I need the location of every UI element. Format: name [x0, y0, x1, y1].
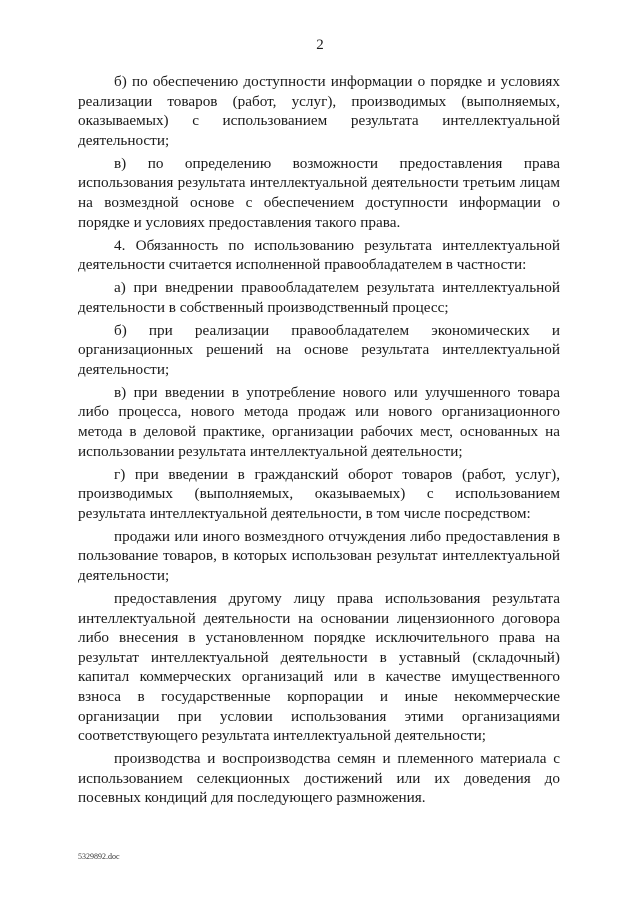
paragraph-sales: продажи или иного возмездного отчуждения либо предоставления в пользование товаров, в которых использован результат интеллектуальной деятельности;	[78, 527, 560, 584]
page-number: 2	[316, 37, 324, 53]
paragraph-seeds: производства и воспроизводства семян и племенного материала с использованием селекционных достижений или их доведения до посевных кондиций для последующего размножения.	[78, 750, 560, 807]
paragraph-1v: в) по определению возможности предоставления права использования результата интеллектуальной деятельности третьим лицам на возмездной основе с обеспечением доступности информации о порядке и условиях предоставления такого права.	[78, 154, 560, 231]
paragraph-4b: б) при реализации правообладателем экономических и организационных решений на основе результата интеллектуальной деятельности;	[78, 321, 560, 378]
paragraph-license: предоставления другому лицу права использования результата интеллектуальной деятельности на основании лицензионного договора либо внесения в установленном порядке исключительного права на результат интеллектуальной деятельности в уставный (складочный) капитал коммерческих организаций или в качестве имущественного взноса в государственные корпорации и иные некоммерческие организации при условии использования этими организациями соответствующего результата интеллектуальной деятельности;	[78, 589, 560, 745]
paragraph-4a: а) при внедрении правообладателем результата интеллектуальной деятельности в собственный производственный процесс;	[78, 279, 560, 316]
document-body	[78, 72, 560, 811]
paragraph-1b: б) по обеспечению доступности информации о порядке и условиях реализации товаров (работ, услуг), производимых (выполняемых, оказываемых) с использованием результата интеллектуальной деятельности;	[78, 73, 560, 149]
document-filename: 5329892.doc	[78, 852, 120, 861]
paragraph-4v: в) при введении в употребление нового или улучшенного товара либо процесса, нового метода продаж или нового организационного метода в деловой практике, организации рабочих мест, основанных на использовании результата интеллектуальной деятельности;	[78, 383, 560, 460]
paragraph-4g: г) при введении в гражданский оборот товаров (работ, услуг), производимых (выполняемых, оказываемых) с использованием результата интеллектуальной деятельности, в том числе посредством:	[78, 465, 560, 522]
paragraph-4: 4. Обязанность по использованию результата интеллектуальной деятельности считается исполненной правообладателем в частности:	[78, 236, 560, 274]
